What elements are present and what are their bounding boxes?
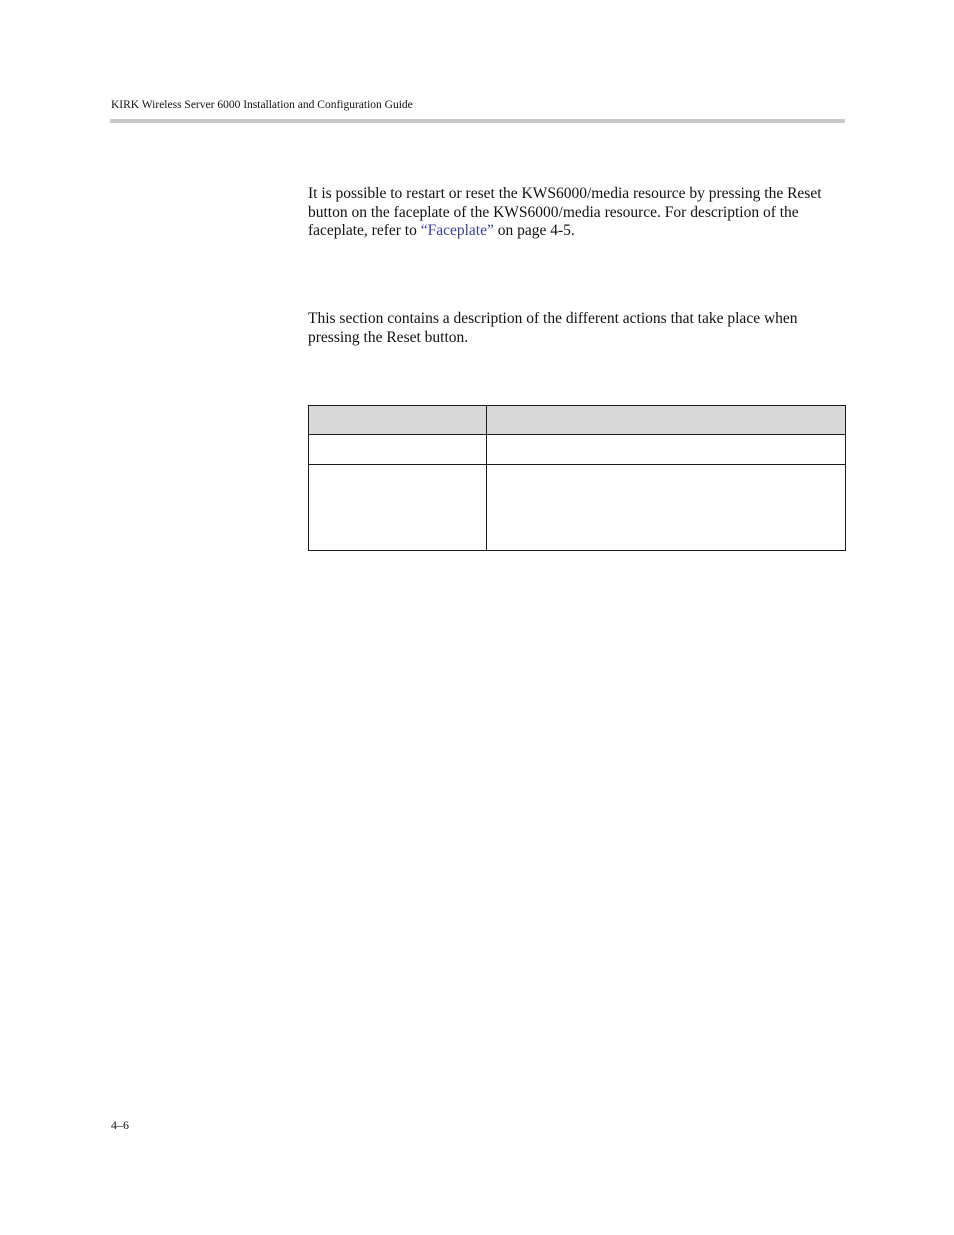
table-cell [487,465,846,551]
reset-actions-table [308,405,846,551]
intro-text: It is possible to restart or reset the KWS6000/media resource by pressing the Reset button on the faceplate of the KWS6000/media resource. For description of the faceplate, refer to [308,185,822,240]
running-header: KIRK Wireless Server 6000 Installation and Configuration Guide [111,99,413,111]
section-description-paragraph: This section contains a description of the different actions that take place when pressing the Reset button. [308,310,798,346]
table-cell [487,435,846,465]
table-header-cell [309,406,487,435]
table-header-cell [487,406,846,435]
faceplate-cross-reference-link[interactable]: “Faceplate” [420,222,494,240]
intro-text-end: on page 4-5. [493,222,575,240]
table-cell [309,435,487,465]
table-row [309,465,846,551]
table-cell [309,465,487,551]
table-header-row [309,406,846,435]
header-rule [110,119,845,123]
table-row [309,435,846,465]
page-number: 4–6 [111,1118,129,1132]
intro-paragraph [308,185,848,241]
